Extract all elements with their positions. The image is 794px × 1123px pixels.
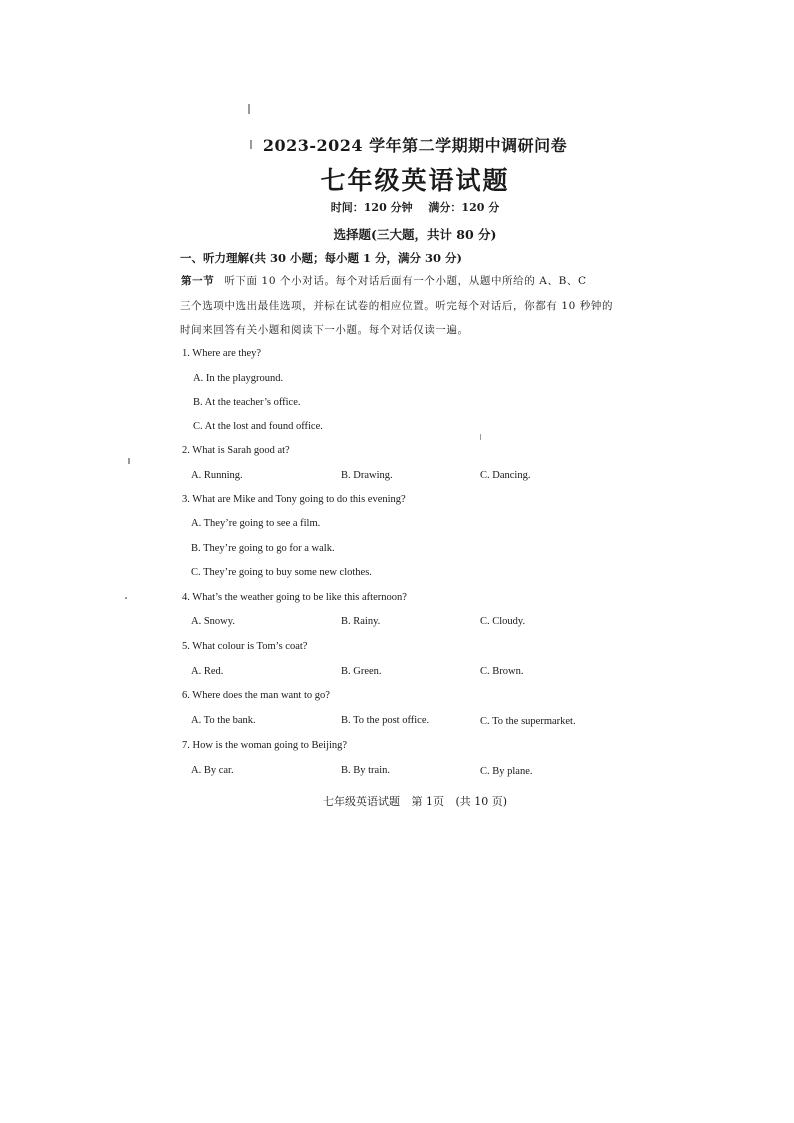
option-a[interactable]: A. They’re going to see a film. xyxy=(191,518,321,529)
option-c[interactable]: C. To the supermarket. xyxy=(480,716,576,727)
option-a[interactable]: A. Red. xyxy=(191,666,224,677)
page-footer xyxy=(250,793,580,809)
option-c[interactable]: C. By plane. xyxy=(480,766,533,777)
option-c[interactable]: C. At the lost and found office. xyxy=(193,421,323,432)
footer-total-pages: (共 10 页) xyxy=(455,795,508,808)
option-b[interactable]: B. Rainy. xyxy=(341,616,381,627)
instruction-line: 第一节 听下面 10 个小对话。每个对话后面有一个小题，从题中所给的 A、B、C xyxy=(181,275,587,287)
option-c[interactable]: C. Dancing. xyxy=(480,470,531,481)
footer-label: 七年级英语试题 xyxy=(322,795,400,808)
instruction-line: 时间来回答有关小题和阅读下一小题。每个对话仅读一遍。 xyxy=(180,324,469,336)
scan-speck xyxy=(125,597,127,599)
option-a[interactable]: A. Running. xyxy=(191,470,243,481)
scan-speck xyxy=(480,434,481,440)
question-stem: 5. What colour is Tom’s coat? xyxy=(182,641,308,652)
section-title: 一、听力理解(共 30 小题；每小题 1 分，满分 30 分) xyxy=(180,251,462,265)
option-c[interactable]: C. They’re going to buy some new clothes. xyxy=(191,567,372,578)
question-stem: 4. What’s the weather going to be like this afternoon? xyxy=(182,592,407,603)
option-a[interactable]: A. By car. xyxy=(191,765,234,776)
subject-title: 七年级英语试题 xyxy=(320,166,510,195)
scan-speck xyxy=(128,458,130,464)
scan-speck xyxy=(248,104,250,114)
exam-time: 时间：120 分钟 xyxy=(330,201,413,214)
part-title: 选择题(三大题，共计 80 分) xyxy=(333,227,497,242)
question-stem: 2. What is Sarah good at? xyxy=(182,445,290,456)
option-a[interactable]: A. In the playground. xyxy=(193,373,284,384)
option-b[interactable]: B. To the post office. xyxy=(341,715,430,726)
question-stem: 3. What are Mike and Tony going to do this evening? xyxy=(182,494,406,505)
option-b[interactable]: B. Green. xyxy=(341,666,382,677)
option-b[interactable]: B. At the teacher’s office. xyxy=(193,397,301,408)
option-b[interactable]: B. Drawing. xyxy=(341,470,393,481)
exam-score: 满分：120 分 xyxy=(428,201,500,214)
option-c[interactable]: C. Cloudy. xyxy=(480,616,526,627)
option-a[interactable]: A. To the bank. xyxy=(191,715,256,726)
option-b[interactable]: B. By train. xyxy=(341,765,390,776)
question-stem: 6. Where does the man want to go? xyxy=(182,690,330,701)
question-stem: 7. How is the woman going to Beijing? xyxy=(182,740,348,751)
option-a[interactable]: A. Snowy. xyxy=(191,616,235,627)
exam-meta xyxy=(250,199,580,215)
question-stem: 1. Where are they? xyxy=(182,348,262,359)
instruction-line: 三个选项中选出最佳选项，并标在试卷的相应位置。听完每个对话后，你都有 10 秒钟的 xyxy=(180,300,614,312)
footer-page-number: 第 1页 xyxy=(411,795,444,808)
term-title: 2023-2024 学年第二学期期中调研问卷 xyxy=(262,136,568,155)
option-b[interactable]: B. They’re going to go for a walk. xyxy=(191,543,335,554)
part-label: 第一节 xyxy=(181,275,215,287)
option-c[interactable]: C. Brown. xyxy=(480,666,524,677)
